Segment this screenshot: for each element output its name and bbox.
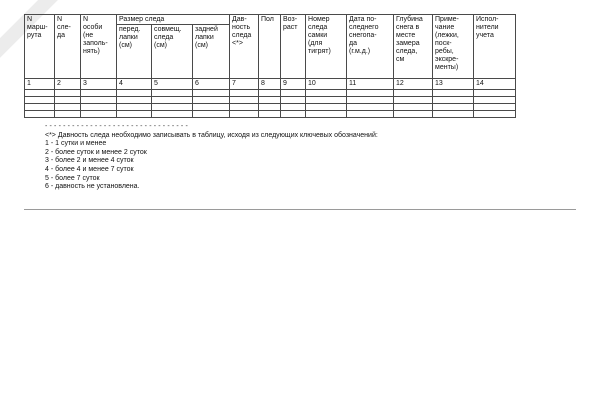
header-front-paw: перед. лапки (см) [117,25,152,79]
column-number: 3 [81,79,117,90]
column-number: 4 [117,79,152,90]
column-number: 14 [474,79,516,90]
footnote [45,123,378,192]
footnote-code-item: 6 - давность не установлена. [45,183,140,191]
footnote-code-item: 3 - более 2 и менее 4 суток [45,157,134,165]
table-header-row [25,15,516,25]
footnote-code-item: 4 - более 4 и менее 7 суток [45,165,134,173]
footnote-separator: -------------------------------- [45,123,190,130]
header-snow-depth: Глубина снега в месте замера следа, см [394,15,433,79]
header-size-group: Размер следа [117,15,230,25]
table-row [25,97,516,104]
track-record-table [24,14,516,118]
header-note: Приме- чание (лежки, поск- ребы, экскре- менты) [433,15,474,79]
column-number: 5 [152,79,193,90]
header-track-age: Дав- ность следа <*> [230,15,259,79]
footnote-intro: <*> Давность следа необходимо записывать в таблицу, исходя из следующих ключевых обозначений: [45,131,378,139]
column-number: 11 [347,79,394,90]
footnote-code-item: 5 - более 7 суток [45,174,100,182]
header-track-no: N сле- да [55,15,81,79]
table-row [25,111,516,118]
header-sex: Пол [259,15,281,79]
column-number: 10 [306,79,347,90]
page-divider [24,209,576,210]
header-combined-track: совмещ. следа (см) [152,25,193,79]
header-performers: Испол- нители учета [474,15,516,79]
header-hind-paw: задней лапки (см) [193,25,230,79]
footnote-code-item: 1 - 1 сутки и менее [45,140,107,148]
header-last-snowfall-date: Дата по- следнего снегопа- да (г.м.д.) [347,15,394,79]
footnote-code-item: 2 - более суток и менее 2 суток [45,148,147,156]
column-number: 8 [259,79,281,90]
column-number: 7 [230,79,259,90]
column-number: 1 [25,79,55,90]
column-number-row [25,79,516,90]
table-row [25,104,516,111]
column-number: 9 [281,79,306,90]
header-female-track-no: Номер следа самки (для тигрят) [306,15,347,79]
table-row [25,90,516,97]
column-number: 13 [433,79,474,90]
header-individual-no: N особи (не заполь- нять) [81,15,117,79]
header-route-no: N марш- рута [25,15,55,79]
header-age: Воз- раст [281,15,306,79]
column-number: 12 [394,79,433,90]
column-number: 2 [55,79,81,90]
column-number: 6 [193,79,230,90]
